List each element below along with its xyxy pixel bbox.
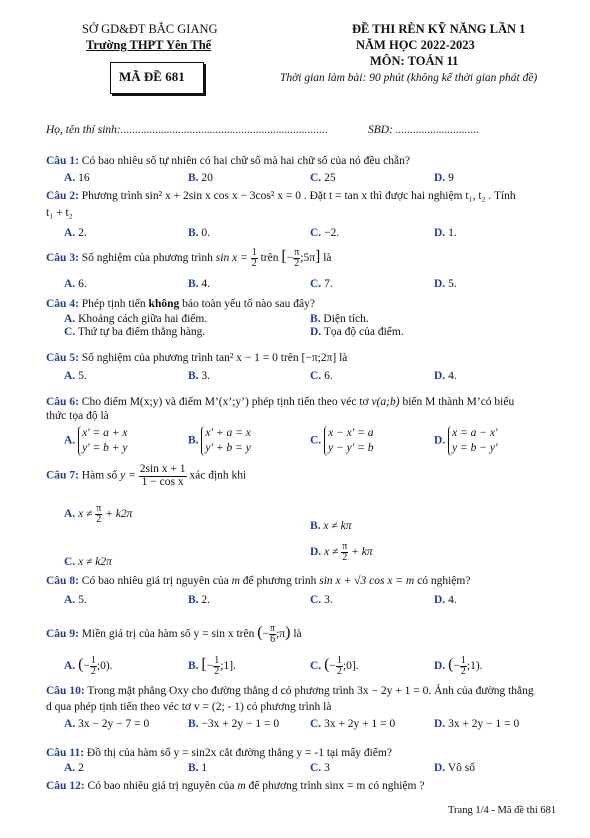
question-text: Phương trình sin² x + 2sin x cos x − 3cos² x = 0 . Đặt t = tan x thì được hai nghiệm t₁, t₂ . Tính [81,190,516,202]
question-11: Câu 11: Đồ thị của hàm số y = sin2x cắt đường thẳng y = -1 tại mấy điểm? [46,747,392,759]
question-10-continued: d qua phép tịnh tiến theo véc tơ v = (2; - 1) có phương trình là [46,701,332,713]
q3-option-c: C. 7. [310,278,333,290]
q1-option-b: B. 20 [188,172,213,184]
q2-option-d: D. 1. [434,227,457,239]
question-6-continued: thức tọa độ là [46,410,109,422]
student-name-line: Họ, tên thí sinh:........................................................................ [46,124,328,136]
q9-option-b: B. [− $\frac{1}{2}$ ;1]. [188,655,236,677]
q10-option-d: D. 3x + 2y − 1 = 0 [434,718,520,730]
q7-option-d: D. x ≠ $\frac{\pi}{2}$ + kπ [310,541,373,563]
exam-code: MÃ ĐỀ 681 [119,69,185,84]
q5-option-b: B. 3. [188,370,211,382]
q5-option-c: C. 6. [310,370,333,382]
question-9: Câu 9: Miền giá trị của hàm số y = sin x trên (− $\frac{\pi}{6}$ ;π) là [46,623,302,645]
q11-option-b: B. 1 [188,762,208,774]
question-12: Câu 12: Có bao nhiêu giá trị nguyên của m để phương trình sinx = m có nghiệm ? [46,780,425,792]
question-6: Câu 6: Cho điểm M(x;y) và điểm M’(x’;y’) phép tịnh tiến theo véc tơ v(a;b) biến M thành M’có biểu [46,396,515,408]
q1-option-d: D. 9 [434,172,454,184]
q10-option-b: B. −3x + 2y − 1 = 0 [188,718,280,730]
q9-option-a: A. (− $\frac{1}{2}$ ;0). [64,655,113,677]
question-text: Số nghiệm của phương trình [81,252,213,265]
subject: MÔN: TOÁN 11 [370,54,459,68]
question-1 [46,155,410,167]
q4-option-b: B. Diện tích. [310,313,369,325]
q3-option-a: A. 6. [64,278,87,290]
q8-option-a: A. 5. [64,594,87,606]
q6-option-b: B. x' + a = x y' + b = y [188,427,251,454]
question-text: Cho điểm M(x;y) và điểm M’(x’;y’) phép tịnh tiến theo véc tơ [81,396,369,408]
q6-option-d: D. x = a − x' y = b − y' [434,427,498,454]
q2-option-b: B. 0. [188,227,211,239]
q4-option-d: D. Tọa độ của điểm. [310,326,404,338]
exam-code-box [110,62,204,94]
exam-title: ĐỀ THI RÈN KỸ NĂNG LẦN 1 [352,22,526,36]
question-text: Có bao nhiêu số tự nhiên có hai chữ số mà hai chữ số của nó đều chẵn? [81,155,410,167]
q9-option-d: D. (− $\frac{1}{2}$ ;1). [434,655,483,677]
page-footer: Trang 1/4 - Mã đề thi 681 [448,805,557,816]
question-3: Câu 3: Số nghiệm của phương trình sin x = $\frac{1}{2}$ trên [− $\frac{\pi}{2}$ ;5π] là [46,247,332,269]
question-5: Câu 5: Số nghiệm của phương trình tan² x − 1 = 0 trên [−π;2π] là [46,352,348,364]
q7-option-a: A. x ≠ $\frac{\pi}{2}$ + k2π [64,503,133,525]
q9-option-c: C. (− $\frac{1}{2}$ ;0]. [310,655,359,677]
exam-time: Thời gian làm bài: 90 phút (không kể thời gian phát đề) [280,72,538,84]
q7-option-c: C. x ≠ k2π [64,556,112,568]
q10-option-c: C. 3x + 2y + 1 = 0 [310,718,396,730]
q6-option-c: C. x − x' = a y − y' = b [310,427,374,454]
department-name: SỞ GD&ĐT BẮC GIANG [82,22,218,36]
q5-option-a: A. 5. [64,370,87,382]
q4-option-a: A. Khoảng cách giữa hai điểm. [64,313,208,325]
q2-option-a: A. 2. [64,227,87,239]
q1-option-a: A. 16 [64,172,90,184]
question-7: Câu 7: Hàm số y = $\frac{\text{2sin x + 1}}{\text{1 − cos x}}$ xác định khi [46,463,247,488]
q6-option-a: A. x' = a + x y' = b + y [64,427,128,454]
q7-option-b: B. x ≠ kπ [310,520,352,532]
question-4: Câu 4: Phép tịnh tiến không bảo toàn yếu tố nào sau đây? [46,298,315,310]
question-text: Số nghiệm của phương trình tan² x − 1 = 0 trên [−π;2π] là [81,352,348,364]
q5-option-d: D. 4. [434,370,457,382]
q11-option-a: A. 2 [64,762,84,774]
vector-label: v(a;b) [371,396,400,408]
school-name: Trường THPT Yên Thế [86,38,212,52]
q1-option-c: C. 25 [310,172,336,184]
q11-option-d: D. Vô số [434,762,476,774]
question-2: Câu 2: Phương trình sin² x + 2sin x cos x − 3cos² x = 0 . Đặt t = tan x thì được hai nghiệm t₁, t₂ . Tính [46,190,516,202]
q2-option-c: C. −2. [310,227,340,239]
q8-option-c: C. 3. [310,594,333,606]
q8-option-d: D. 4. [434,594,457,606]
q10-option-a: A. 3x − 2y − 7 = 0 [64,718,150,730]
question-number: Câu 1: [46,155,79,167]
school-year: NĂM HỌC 2022-2023 [356,38,475,52]
question-2-continued: t₁ + t₂ [46,207,73,219]
student-sbd-line: SBD: ............................. [368,124,480,136]
q3-option-b: B. 4. [188,278,211,290]
question-8: Câu 8: Có bao nhiêu giá trị nguyên của m để phương trình sin x + √3 cos x = m có nghiệm? [46,575,471,587]
q4-option-c: C. Thứ tự ba điểm thẳng hàng. [64,326,206,338]
q8-option-b: B. 2. [188,594,211,606]
q3-option-d: D. 5. [434,278,457,290]
q11-option-c: C. 3 [310,762,330,774]
question-10: Câu 10: Trong mặt phẳng Oxy cho đường thẳng d có phương trình 3x − 2y + 1 = 0. Ảnh của đường thẳng [46,685,534,697]
